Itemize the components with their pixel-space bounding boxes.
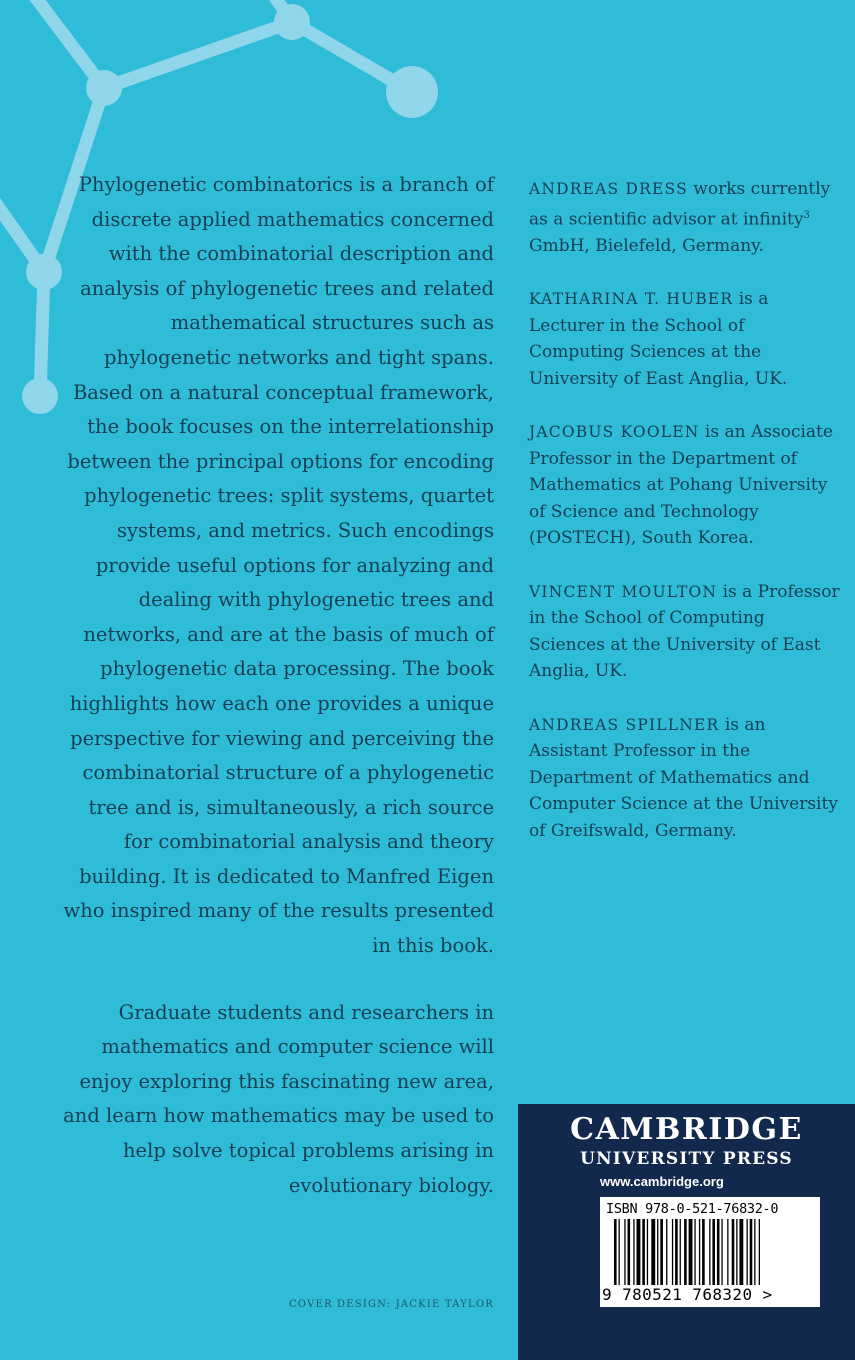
- barcode-bar: [709, 1219, 710, 1285]
- barcode-bar: [699, 1219, 700, 1285]
- publisher-name: CAMBRIDGE: [570, 1112, 803, 1147]
- barcode-bar: [675, 1219, 678, 1285]
- barcode-bar: [666, 1219, 667, 1285]
- barcode-bar: [647, 1219, 648, 1285]
- barcode-bar: [689, 1219, 693, 1285]
- author-bio-text: is an Assistant Professor in the Department of Mathematics and Computer Science at the University of Greifswald, Germany.: [529, 714, 838, 841]
- barcode-bar: [642, 1219, 645, 1285]
- author-bio-text: works currently as a scientific advisor at infinity: [529, 179, 831, 230]
- tree-edge: [104, 22, 292, 88]
- cover-design-credit: COVER DESIGN: JACKIE TAYLOR: [288, 1299, 494, 1310]
- barcode-digits: 9 780521 768320 >: [602, 1285, 773, 1304]
- tree-edge: [40, 272, 44, 396]
- author-name: ANDREAS DRESS: [529, 180, 688, 198]
- superscript: 3: [803, 209, 810, 221]
- barcode-bar: [633, 1219, 634, 1285]
- barcode-bar: [619, 1219, 620, 1285]
- barcode-bar: [702, 1219, 705, 1285]
- barcode-bar: [712, 1219, 715, 1285]
- barcode-bar: [624, 1219, 625, 1285]
- barcode-bar: [721, 1219, 722, 1285]
- audience-paragraph: Graduate students and researchers in mathematics and computer science will enjoy exploring this fascinating new area, and learn how mathematics may be used to help solve topical problems arising in evolutionary biology.: [63, 1000, 494, 1197]
- tree-node: [86, 70, 122, 106]
- barcode-bar: [732, 1219, 735, 1285]
- barcode-bar: [614, 1219, 617, 1285]
- book-description: [62, 168, 494, 1203]
- barcode-bar: [717, 1219, 720, 1285]
- author-bio-text: GmbH, Bielefeld, Germany.: [529, 235, 764, 256]
- barcode-bar: [657, 1219, 658, 1285]
- publisher-url: www.cambridge.org: [600, 1174, 724, 1189]
- author-name: VINCENT MOULTON: [529, 582, 718, 601]
- barcode-bars: [614, 1219, 806, 1285]
- barcode-bar: [754, 1219, 755, 1285]
- author-bio: [529, 286, 845, 392]
- barcode-bar: [660, 1219, 663, 1285]
- barcode-bar: [750, 1219, 753, 1285]
- author-bio: [529, 579, 845, 685]
- barcode-bar: [637, 1219, 641, 1285]
- barcode-bar: [747, 1219, 748, 1285]
- barcode-bar: [651, 1219, 655, 1285]
- barcode: [600, 1197, 820, 1307]
- barcode-bar: [736, 1219, 737, 1285]
- barcode-bar: [727, 1219, 728, 1285]
- barcode-bar: [684, 1219, 687, 1285]
- barcode-bar: [628, 1219, 631, 1285]
- tree-node: [274, 4, 310, 40]
- barcode-bar: [694, 1219, 695, 1285]
- author-name: KATHARINA T. HUBER: [529, 290, 734, 309]
- author-bios: [529, 176, 845, 871]
- author-bio: [529, 176, 845, 259]
- description-paragraph: Phylogenetic combinatorics is a branch of discrete applied mathematics concerned with the combinatorial description and analysis of phylogenetic trees and related mathematical structures such as phylogenetic networks and tight spans. Based on a natural conceptual framework, the book focuses on the interrelationship between the principal options for encoding phylogenetic trees: split systems, quartet systems, and metrics. Such encodings provide useful options for analyzing and dealing with phylogenetic trees and networks, and are at the basis of much of phylogenetic data processing. The book highlights how each one provides a unique perspective for viewing and perceiving the combinatorial structure of a phylogenetic tree and is, simultaneously, a rich source for combinatorial analysis and theory building. It is dedicated to Manfred Eigen who inspired many of the results presented in this book.: [63, 173, 494, 958]
- tree-node: [26, 254, 62, 290]
- author-name: JACOBUS KOOLEN: [529, 423, 700, 442]
- author-bio-text: is a Professor in the School of Computing Sciences at the University of East Anglia, UK.: [529, 581, 840, 682]
- barcode-bar: [739, 1219, 743, 1285]
- tree-node: [22, 378, 58, 414]
- barcode-bar: [680, 1219, 681, 1285]
- author-bio-text: is a Lecturer in the School of Computing Sciences at the University of East Anglia, UK.: [529, 289, 788, 389]
- author-name: ANDREAS SPILLNER: [529, 715, 720, 734]
- barcode-bar: [759, 1219, 760, 1285]
- publisher-panel: [518, 1104, 855, 1360]
- isbn-label: ISBN 978-0-521-76832-0: [606, 1201, 779, 1217]
- author-bio: [529, 712, 845, 845]
- tree-node: [386, 66, 438, 118]
- author-bio: [529, 419, 845, 552]
- author-bio-text: is an Associate Professor in the Department of Mathematics at Pohang University of Science and Technology (POSTECH), South Korea.: [529, 422, 833, 549]
- barcode-bar: [672, 1219, 673, 1285]
- publisher-subtitle: UNIVERSITY PRESS: [580, 1149, 793, 1169]
